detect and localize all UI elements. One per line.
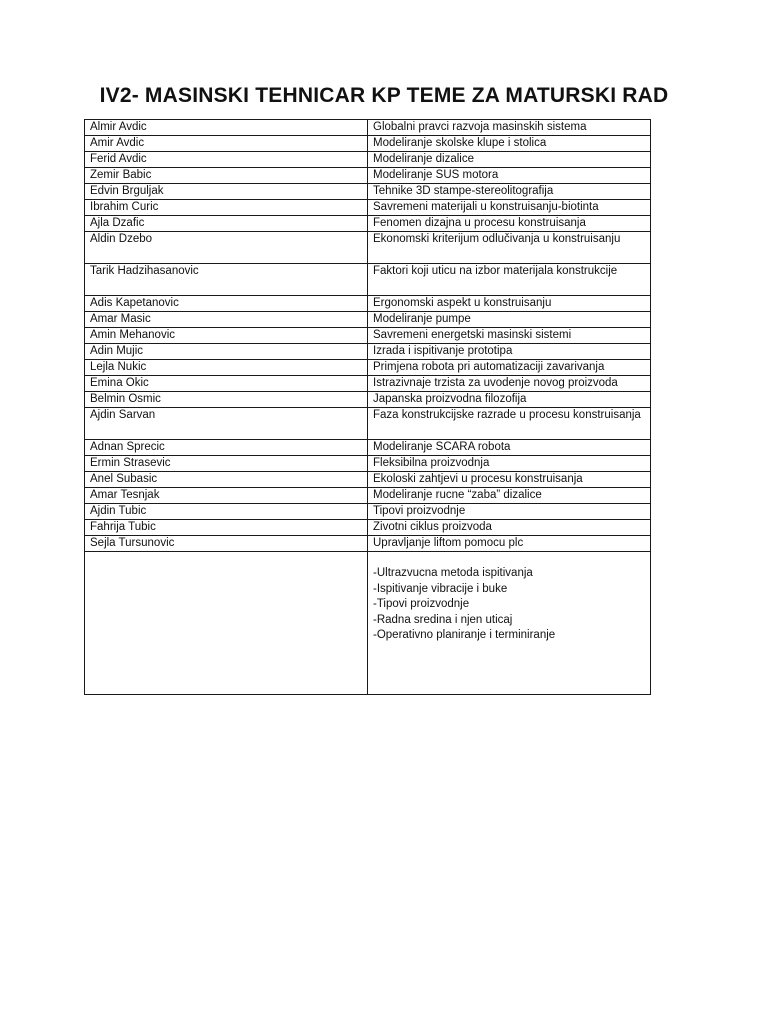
topic-title: Modeliranje rucne “zaba” dizalice <box>368 488 651 504</box>
list-item: -Tipovi proizvodnje <box>373 598 470 610</box>
extra-topics-cell <box>368 552 651 695</box>
topic-title: Tipovi proizvodnje <box>368 504 651 520</box>
topic-title: Tehnike 3D stampe-stereolitografija <box>368 184 651 200</box>
table-row <box>85 216 651 232</box>
student-name: Aldin Dzebo <box>85 232 368 264</box>
table-row <box>85 328 651 344</box>
student-name: Amin Mehanovic <box>85 328 368 344</box>
student-name: Adnan Sprecic <box>85 440 368 456</box>
topic-title: Modeliranje dizalice <box>368 152 651 168</box>
student-name: Zemir Babic <box>85 168 368 184</box>
table-row <box>85 312 651 328</box>
empty-name-cell <box>85 552 368 695</box>
table-row <box>85 392 651 408</box>
table-row <box>85 296 651 312</box>
topic-title: Primjena robota pri automatizaciji zavarivanja <box>368 360 651 376</box>
extra-topics-row <box>85 552 651 695</box>
table-row <box>85 456 651 472</box>
student-name: Anel Subasic <box>85 472 368 488</box>
topic-title: Modeliranje pumpe <box>368 312 651 328</box>
list-item: -Ispitivanje vibracije i buke <box>373 582 508 595</box>
topic-title: Ekonomski kriterijum odlučivanja u konstruisanju <box>368 232 651 264</box>
table-row <box>85 360 651 376</box>
topic-title: Izrada i ispitivanje prototipa <box>368 344 651 360</box>
topic-title: Faza konstrukcijske razrade u procesu konstruisanja <box>368 408 651 440</box>
topic-title: Savremeni energetski masinski sistemi <box>368 328 651 344</box>
student-name: Adis Kapetanovic <box>85 296 368 312</box>
table-row <box>85 440 651 456</box>
topic-title: Ekoloski zahtjevi u procesu konstruisanja <box>368 472 651 488</box>
topic-title: Zivotni ciklus proizvoda <box>368 520 651 536</box>
topic-title: Istrazivnaje trzista za uvodenje novog proizvoda <box>368 376 651 392</box>
student-name: Ajdin Sarvan <box>85 408 368 440</box>
document-title: IV2- MASINSKI TEHNICAR KP TEME ZA MATURSKI RAD <box>99 84 669 107</box>
topic-title: Savremeni materijali u konstruisanju-biotinta <box>368 200 651 216</box>
student-name: Belmin Osmic <box>85 392 368 408</box>
table-row <box>85 152 651 168</box>
topic-title: Japanska proizvodna filozofija <box>368 392 651 408</box>
student-name: Ibrahim Curic <box>85 200 368 216</box>
table-row <box>85 504 651 520</box>
table-row <box>85 184 651 200</box>
student-name: Edvin Brguljak <box>85 184 368 200</box>
student-name: Ajdin Tubic <box>85 504 368 520</box>
topic-title: Modeliranje SUS motora <box>368 168 651 184</box>
table-row <box>85 488 651 504</box>
table-row <box>85 536 651 552</box>
table-row <box>85 520 651 536</box>
topic-title: Globalni pravci razvoja masinskih sistema <box>368 120 651 136</box>
topic-title: Modeliranje SCARA robota <box>368 440 651 456</box>
list-item: -Radna sredina i njen uticaj <box>373 613 513 626</box>
topic-title: Faktori koji uticu na izbor materijala konstrukcije <box>368 264 651 296</box>
table-row <box>85 344 651 360</box>
student-name: Ermin Strasevic <box>85 456 368 472</box>
table-row <box>85 232 651 264</box>
topic-title: Fenomen dizajna u procesu konstruisanja <box>368 216 651 232</box>
topics-table <box>84 119 651 695</box>
student-name: Adin Mujic <box>85 344 368 360</box>
topic-title: Modeliranje skolske klupe i stolica <box>368 136 651 152</box>
table-row <box>85 136 651 152</box>
list-item: -Ultrazvucna metoda ispitivanja <box>373 567 533 579</box>
extra-topics-list <box>373 566 645 644</box>
table-row <box>85 120 651 136</box>
list-item: -Operativno planiranje i terminiranje <box>373 629 556 641</box>
student-name: Amir Avdic <box>85 136 368 152</box>
table-row <box>85 264 651 296</box>
student-name: Ferid Avdic <box>85 152 368 168</box>
topic-title: Ergonomski aspekt u konstruisanju <box>368 296 651 312</box>
student-name: Ajla Dzafic <box>85 216 368 232</box>
student-name: Fahrija Tubic <box>85 520 368 536</box>
topic-title: Fleksibilna proizvodnja <box>368 456 651 472</box>
student-name: Sejla Tursunovic <box>85 536 368 552</box>
table-row <box>85 472 651 488</box>
student-name: Almir Avdic <box>85 120 368 136</box>
student-name: Amar Tesnjak <box>85 488 368 504</box>
student-name: Lejla Nukic <box>85 360 368 376</box>
student-name: Tarik Hadzihasanovic <box>85 264 368 296</box>
table-row <box>85 376 651 392</box>
table-row <box>85 200 651 216</box>
student-name: Amar Masic <box>85 312 368 328</box>
topic-title: Upravljanje liftom pomocu plc <box>368 536 651 552</box>
table-row <box>85 168 651 184</box>
student-name: Emina Okic <box>85 376 368 392</box>
table-row <box>85 408 651 440</box>
